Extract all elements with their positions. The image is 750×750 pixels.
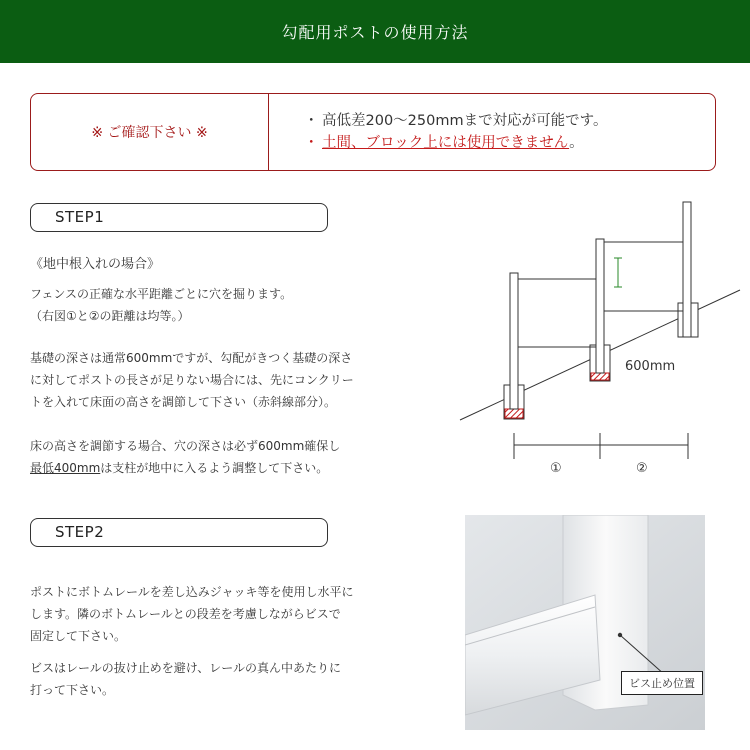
notice-list	[304, 110, 607, 154]
post-left	[510, 273, 518, 409]
step1-paragraph-3: 床の高さを調節する場合、穴の深さは必ず600mm確保し 最低400mmは支柱が地中に入るよう調整して下さい。	[30, 439, 341, 475]
step2-paragraph-1: ポストにボトムレールを差し込みジャッキ等を使用し水平に します。隣のボトムレールとの段差を考慮しながらビスで 固定して下さい。	[30, 585, 354, 643]
step2-paragraph-2: ビスはレールの抜け止めを避け、レールの真ん中あたりに 打って下さい。	[30, 661, 342, 697]
notice-box	[30, 93, 716, 171]
notice-title: ※ ご確認下さい ※	[31, 94, 269, 170]
step1-paragraph-2: 基礎の深さは通常600mmですが、勾配がきつく基礎の深さ に対してポストの長さが足りない場合には、先にコンクリー トを入れて床面の高さを調節して下さい（赤斜線部分）。	[30, 351, 354, 409]
step1-heading: 《地中根入れの場合》	[30, 257, 161, 272]
dimension-mark-1: ①	[550, 461, 562, 476]
step2-label: STEP2	[30, 518, 328, 547]
rail-photo	[465, 515, 750, 730]
screw-position-label: ビス止め位置	[621, 671, 703, 695]
step1-paragraph-1: フェンスの正確な水平距離ごとに穴を掘ります。 （右図①と②の距離は均等。）	[30, 287, 293, 323]
post-installation-diagram	[450, 195, 750, 485]
page-header	[0, 0, 750, 63]
step1-label: STEP1	[30, 203, 328, 232]
depth-label: 600mm	[625, 359, 676, 374]
notice-item: ・ 高低差200〜250mmまで対応が可能です。	[304, 113, 608, 129]
post-right	[683, 202, 691, 337]
notice-item-warning: ・ 土間、ブロック上には使用できません。	[304, 135, 584, 151]
dimension-mark-2: ②	[636, 461, 648, 476]
concrete-middle	[591, 373, 609, 380]
post-middle	[596, 239, 604, 373]
page-title: 勾配用ポストの使用方法	[281, 23, 469, 42]
concrete-left	[505, 409, 523, 418]
